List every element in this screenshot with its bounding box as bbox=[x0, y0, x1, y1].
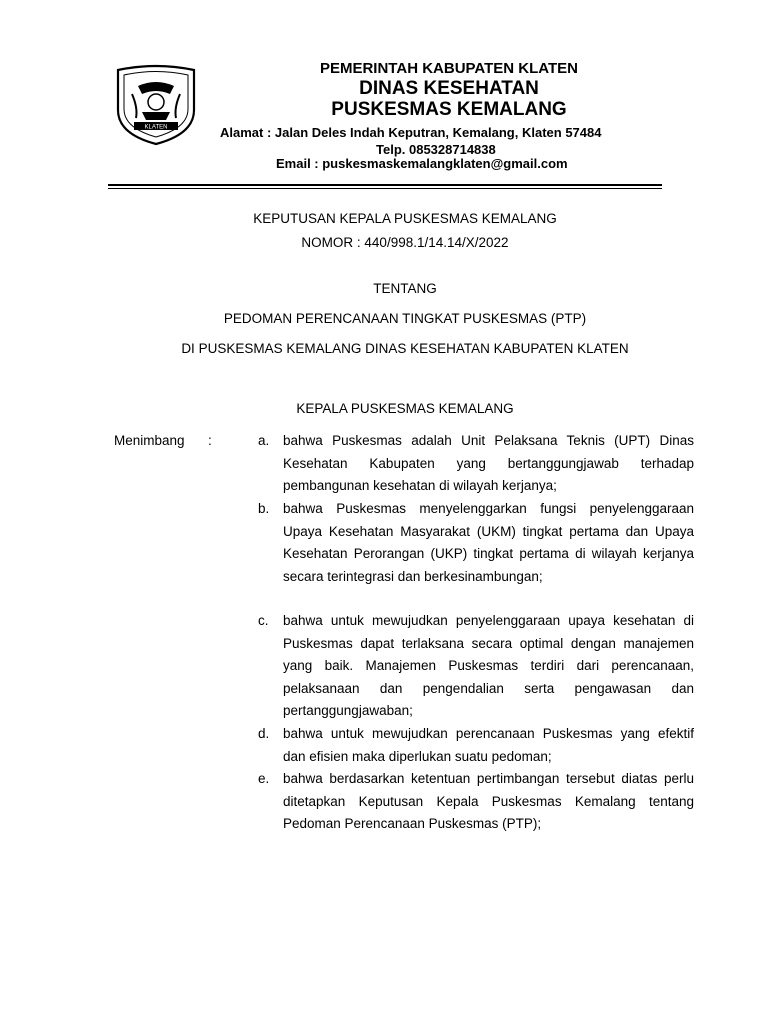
regency-emblem-logo bbox=[108, 64, 204, 146]
item-text: bahwa Puskesmas menyelenggarkan fungsi penyelenggaraan Upaya Kesehatan Masyarakat (UKM) tingkat pertama dan Upaya Kesehatan Perorangan (UKP) tingkat pertama di wilayah kerjanya secara terintegrasi dan berkesinambungan; bbox=[283, 501, 694, 584]
decree-authority: KEPALA PUSKESMAS KEMALANG bbox=[296, 401, 514, 416]
consideration-item-e bbox=[258, 768, 694, 836]
decree-number: NOMOR : 440/998.1/14.14/X/2022 bbox=[301, 235, 509, 250]
letterhead-divider-thin bbox=[108, 188, 662, 189]
considering-colon: : bbox=[208, 433, 212, 448]
letterhead-titles bbox=[214, 60, 684, 121]
item-letter: e. bbox=[258, 771, 270, 786]
decree-subject-line2: DI PUSKESMAS KEMALANG DINAS KESEHATAN KABUPATEN KLATEN bbox=[181, 341, 629, 356]
email-line: Email : puskesmaskemalangklaten@gmail.com bbox=[276, 156, 568, 171]
item-letter: d. bbox=[258, 726, 270, 741]
item-text: bahwa berdasarkan ketentuan pertimbangan tersebut diatas perlu ditetapkan Keputusan Kepala Puskesmas Kemalang tentang Pedoman Perencanaan Puskesmas (PTP); bbox=[283, 771, 694, 831]
item-text: bahwa untuk mewujudkan perencanaan Puskesmas yang efektif dan efisien maka diperlukan suatu pedoman; bbox=[283, 726, 694, 764]
item-letter: a. bbox=[258, 433, 270, 448]
consideration-item-a bbox=[258, 430, 694, 498]
item-letter: c. bbox=[258, 613, 269, 628]
decree-subject-line1: PEDOMAN PERENCANAAN TINGKAT PUSKESMAS (PTP) bbox=[223, 311, 587, 326]
letterhead-divider-thick bbox=[108, 184, 662, 186]
consideration-item-c bbox=[258, 610, 694, 723]
decree-about: TENTANG bbox=[373, 281, 437, 296]
considering-label: Menimbang bbox=[114, 433, 185, 448]
consideration-item-d bbox=[258, 723, 694, 768]
puskesmas-name: PUSKESMAS KEMALANG bbox=[331, 99, 567, 120]
item-text: bahwa Puskesmas adalah Unit Pelaksana Teknis (UPT) Dinas Kesehatan Kabupaten yang bertanggungjawab terhadap pembangunan kesehatan di wilayah kerjanya; bbox=[283, 433, 694, 493]
phone-line: Telp. 085328714838 bbox=[376, 142, 496, 157]
government-name: PEMERINTAH KABUPATEN KLATEN bbox=[319, 60, 579, 77]
decree-title: KEPUTUSAN KEPALA PUSKESMAS KEMALANG bbox=[253, 211, 557, 226]
logo-text: KLATEN bbox=[144, 124, 168, 131]
address-line: Alamat : Jalan Deles Indah Keputran, Kemalang, Klaten 57484 bbox=[220, 125, 602, 140]
item-letter: b. bbox=[258, 501, 270, 516]
item-text: bahwa untuk mewujudkan penyelenggaraan upaya kesehatan di Puskesmas dapat terlaksana secara optimal dengan manajemen yang baik. Manajemen Puskesmas terdiri dari perencanaan, pelaksanaan dan pengendalian serta pengawasan dan pertanggungjawaban; bbox=[283, 613, 694, 718]
consideration-item-b bbox=[258, 498, 694, 588]
office-name: DINAS KESEHATAN bbox=[359, 78, 539, 99]
